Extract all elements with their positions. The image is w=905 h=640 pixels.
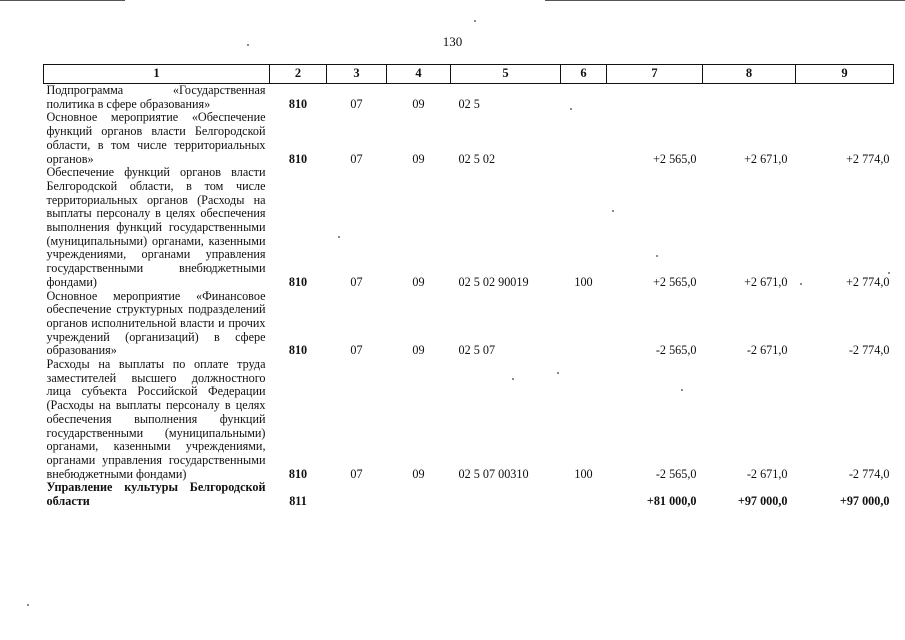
cell-ministry-code: 810 xyxy=(288,343,308,358)
scan-artifact-line xyxy=(0,0,125,1)
header-cell-7: 7 xyxy=(607,65,703,84)
cell-target-article: 02 5 02 90019 xyxy=(458,274,529,289)
cell-ministry-code: 810 xyxy=(288,274,308,289)
row-name: Расходы на выплаты по оплате труда заместителей высшего должностного лица субъекта Российской Федерации (Расходы на выплаты персоналу в целях обеспечения выполнения функций государственными (муниципальными) органами, казенными учреждениями, органами управления государственными внебюджетными фондами) xyxy=(46,357,266,481)
cell-subsection: 09 xyxy=(412,151,425,166)
cell-ministry-code: 810 xyxy=(288,151,308,166)
table-row xyxy=(44,166,894,289)
table-row xyxy=(44,358,894,481)
table-row xyxy=(44,111,894,166)
cell-ministry-code: 810 xyxy=(288,96,308,111)
row-name: Основное мероприятие «Обеспечение функций органов власти Белгородской области, в том числе территориальных органов» xyxy=(46,110,266,166)
cell-amount-col7: -2 565,0 xyxy=(655,343,697,358)
cell-target-article: 02 5 07 00310 xyxy=(458,466,529,481)
header-cell-6: 6 xyxy=(561,65,607,84)
table-header-row xyxy=(44,65,894,84)
scan-speck xyxy=(27,604,29,606)
cell-amount-col9: -2 774,0 xyxy=(848,343,890,358)
cell-expense-type xyxy=(561,481,607,508)
cell-target-article: 02 5 07 xyxy=(458,343,496,358)
scan-artifact-line xyxy=(545,0,905,1)
table-row xyxy=(44,481,894,508)
cell-expense-type: 100 xyxy=(574,466,593,481)
cell-amount-col8: +97 000,0 xyxy=(737,494,788,509)
scan-speck xyxy=(888,272,890,274)
cell-expense-type: 100 xyxy=(574,274,593,289)
cell-amount-col9: +97 000,0 xyxy=(839,494,890,509)
cell-amount-col7: +81 000,0 xyxy=(646,494,697,509)
row-name: Основное мероприятие «Финансовое обеспечение структурных подразделений органов исполнительной власти и прочих учреждений (организаций) в сфере образования» xyxy=(46,288,266,358)
cell-amount-col9: -2 774,0 xyxy=(848,466,890,481)
table-row xyxy=(44,84,894,112)
cell-amount-col9: +2 774,0 xyxy=(846,274,890,289)
cell-subsection: 09 xyxy=(412,343,425,358)
scan-speck xyxy=(800,283,802,285)
header-cell-5: 5 xyxy=(451,65,561,84)
header-cell-2: 2 xyxy=(270,65,327,84)
cell-section xyxy=(327,481,387,508)
row-name: Подпрограмма «Государственная политика в сфере образования» xyxy=(46,83,266,111)
scan-speck xyxy=(512,378,514,380)
cell-amount-col8: +2 671,0 xyxy=(744,274,788,289)
cell-amount-col9: +2 774,0 xyxy=(846,151,890,166)
cell-amount-col9 xyxy=(796,84,894,112)
cell-amount-col8: -2 671,0 xyxy=(746,466,788,481)
cell-subsection xyxy=(387,481,451,508)
table-row xyxy=(44,290,894,359)
row-name: Обеспечение функций органов власти Белгородской области, в том числе территориальных органов (Расходы на выплаты персоналу в целях обеспечения выполнения функций государственными (муниципальными) органами, казенными учреждениями, органами управления государственными внебюджетными фондами) xyxy=(46,165,266,289)
cell-amount-col7: -2 565,0 xyxy=(655,466,697,481)
cell-subsection: 09 xyxy=(412,96,425,111)
scan-speck xyxy=(557,372,559,374)
header-cell-3: 3 xyxy=(327,65,387,84)
cell-target-article xyxy=(451,481,561,508)
budget-table xyxy=(43,64,894,509)
cell-section: 07 xyxy=(350,274,363,289)
cell-subsection: 09 xyxy=(412,466,425,481)
cell-subsection: 09 xyxy=(412,274,425,289)
header-cell-4: 4 xyxy=(387,65,451,84)
cell-amount-col7: +2 565,0 xyxy=(653,151,697,166)
scan-speck xyxy=(247,44,249,46)
scan-speck xyxy=(612,210,614,212)
budget-table-container xyxy=(43,64,893,509)
cell-amount-col7: +2 565,0 xyxy=(653,274,697,289)
cell-section: 07 xyxy=(350,343,363,358)
cell-section: 07 xyxy=(350,151,363,166)
cell-section: 07 xyxy=(350,96,363,111)
scan-speck xyxy=(656,255,658,257)
page-number: 130 xyxy=(442,34,463,49)
cell-amount-col8 xyxy=(703,84,796,112)
cell-expense-type xyxy=(561,111,607,166)
cell-target-article: 02 5 xyxy=(458,96,480,111)
cell-ministry-code: 811 xyxy=(289,494,307,509)
cell-section: 07 xyxy=(350,466,363,481)
cell-expense-type xyxy=(561,290,607,359)
cell-amount-col7 xyxy=(607,84,703,112)
scan-speck xyxy=(681,389,683,391)
cell-ministry-code: 810 xyxy=(288,466,308,481)
header-cell-8: 8 xyxy=(703,65,796,84)
cell-amount-col8: +2 671,0 xyxy=(744,151,788,166)
header-cell-9: 9 xyxy=(796,65,894,84)
header-cell-1: 1 xyxy=(44,65,270,84)
cell-amount-col8: -2 671,0 xyxy=(746,343,788,358)
cell-expense-type xyxy=(561,84,607,112)
cell-target-article: 02 5 02 xyxy=(458,151,496,166)
scan-speck xyxy=(474,20,476,22)
scan-speck xyxy=(570,108,572,110)
scan-speck xyxy=(338,236,340,238)
row-name: Управление культуры Белгородской области xyxy=(46,480,266,509)
